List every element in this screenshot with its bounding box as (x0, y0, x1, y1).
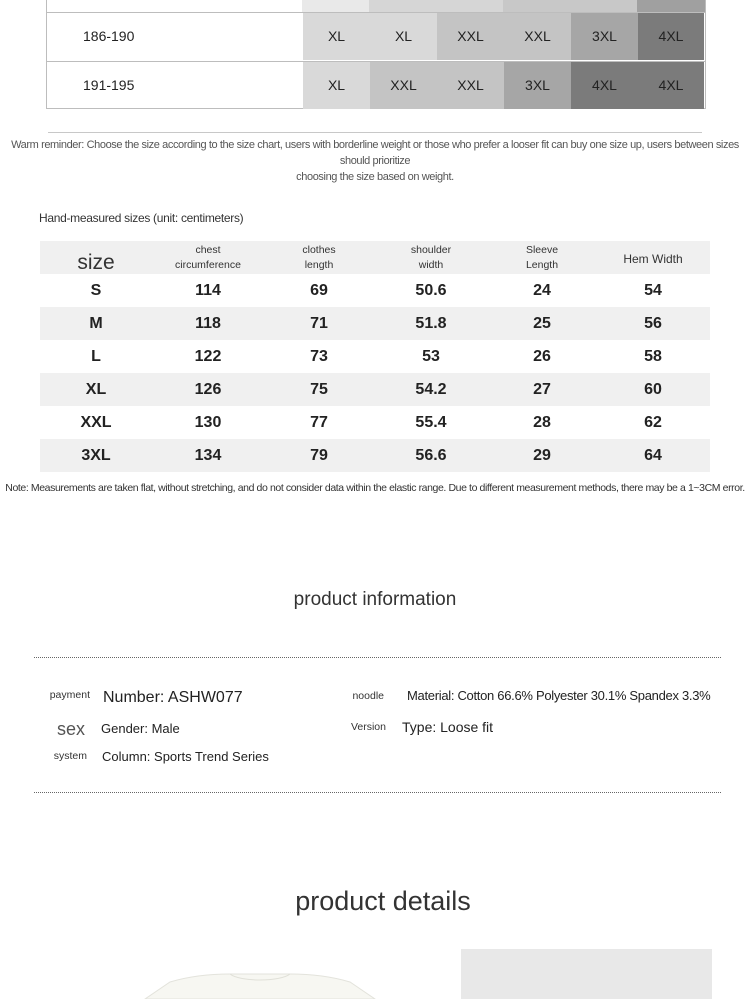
product-gender: Gender: Male (101, 721, 180, 736)
header-sleeve-line1: Sleeve (525, 244, 559, 256)
grid-partial-row (47, 0, 705, 13)
measure-table (40, 241, 710, 472)
grid-partial-cell (570, 0, 637, 12)
size-grid-cell: 4XL (638, 13, 704, 60)
table-row (40, 373, 710, 406)
cell-shoulder: 54.2 (415, 381, 447, 398)
noodle-label: noodle (352, 690, 384, 702)
cell-shoulder: 51.8 (415, 315, 447, 332)
product-type: Type: Loose fit (402, 719, 494, 735)
version-label: Version (350, 721, 386, 733)
cell-shoulder: 50.6 (415, 282, 447, 299)
header-chest (152, 241, 264, 274)
measure-table-header (40, 241, 710, 274)
cell-hem: 60 (644, 381, 662, 398)
warm-reminder (0, 137, 750, 185)
cell-sleeve: 25 (533, 315, 551, 332)
cell-sleeve: 27 (533, 381, 551, 398)
product-material: Material: Cotton 66.6% Polyester 30.1% Spandex 3.3% (407, 688, 711, 703)
dotted-divider-bottom (34, 792, 721, 793)
cell-chest: 114 (195, 282, 221, 299)
header-size: size (77, 251, 115, 274)
cell-length: 69 (310, 282, 328, 299)
grid-partial-cell (503, 0, 570, 12)
grid-partial-cell (369, 0, 436, 12)
cell-chest: 122 (194, 348, 222, 365)
cell-length: 79 (310, 447, 328, 464)
cell-shoulder: 53 (422, 348, 440, 365)
size-grid-cell: XXL (370, 62, 437, 109)
size-grid-row (47, 61, 705, 109)
header-length-line2: length (304, 259, 334, 271)
header-chest-line1: chest (195, 244, 221, 256)
cell-shoulder: 55.4 (415, 414, 447, 431)
size-grid-cell: 3XL (571, 13, 638, 60)
cell-sleeve: 24 (533, 282, 551, 299)
cell-sleeve: 26 (533, 348, 551, 365)
cell-size: XXL (80, 414, 112, 431)
cell-size: M (89, 315, 103, 332)
grid-partial-cell (637, 0, 705, 12)
grid-partial-cell (234, 0, 302, 12)
cell-sleeve: 28 (533, 414, 551, 431)
dotted-divider-top (34, 657, 721, 658)
size-grid-cell: XXL (437, 13, 504, 60)
header-sleeve (488, 241, 596, 274)
table-row (40, 340, 710, 373)
measurement-note: Note: Measurements are taken flat, without stretching, and do not consider data within the elastic range. Due to different measurement methods, there may be a 1~3CM error. (5, 482, 745, 494)
cell-length: 71 (310, 315, 328, 332)
cell-shoulder: 56.6 (415, 447, 447, 464)
table-row (40, 439, 710, 472)
cell-chest: 130 (194, 414, 222, 431)
cell-size: 3XL (81, 447, 111, 464)
garment-image (130, 972, 390, 999)
cell-chest: 134 (194, 447, 222, 464)
payment-label: payment (49, 689, 90, 701)
size-grid-cell: XXL (437, 62, 504, 109)
header-sleeve-line2: Length (525, 259, 559, 271)
product-information-title: product information (293, 589, 457, 610)
reminder-line-2: choosing the size based on weight. (296, 171, 454, 183)
grid-partial-cell (302, 0, 369, 12)
cell-hem: 54 (644, 282, 662, 299)
size-grid-cell: 3XL (504, 62, 571, 109)
size-grid-cell: 4XL (571, 62, 638, 109)
cell-chest: 118 (195, 315, 221, 332)
cell-length: 75 (310, 381, 328, 398)
detail-image-placeholder (461, 949, 712, 999)
cell-hem: 62 (644, 414, 662, 431)
cell-hem: 56 (644, 315, 662, 332)
cell-hem: 64 (644, 447, 662, 464)
measure-table-title: Hand-measured sizes (unit: centimeters) (39, 211, 244, 225)
grid-partial-cell (47, 0, 234, 12)
header-length (264, 241, 374, 274)
cell-length: 77 (310, 414, 328, 431)
size-grid-row (47, 13, 705, 60)
table-row (40, 274, 710, 307)
cell-chest: 126 (194, 381, 222, 398)
grid-partial-cell (436, 0, 503, 12)
product-column: Column: Sports Trend Series (102, 749, 269, 764)
cell-size: S (90, 282, 102, 299)
table-row (40, 307, 710, 340)
height-range-label: 186-190 (83, 28, 135, 44)
header-length-line1: clothes (302, 244, 336, 256)
sex-label: sex (56, 719, 85, 739)
size-grid-cell: XL (303, 62, 370, 109)
height-size-grid (46, 0, 706, 109)
divider (48, 132, 702, 133)
header-shoulder (374, 241, 488, 274)
size-grid-cell: XL (370, 13, 437, 60)
size-grid-cell: XL (303, 13, 370, 60)
height-range-label: 191-195 (83, 77, 135, 93)
header-hem: Hem Width (623, 252, 683, 266)
header-shoulder-line1: shoulder (410, 244, 452, 256)
size-grid-cell: 4XL (638, 62, 704, 109)
header-shoulder-line2: width (418, 259, 444, 271)
reminder-line-1: Warm reminder: Choose the size according to the size chart, users with borderline weight or those who prefer a looser fit can buy one size up, users between sizes should prioritize (11, 139, 739, 167)
product-details-title: product details (295, 886, 471, 916)
cell-sleeve: 29 (533, 447, 551, 464)
cell-size: XL (85, 381, 107, 398)
cell-length: 73 (310, 348, 328, 365)
table-row (40, 406, 710, 439)
size-grid-cell: XXL (504, 13, 571, 60)
product-number: Number: ASHW077 (103, 689, 243, 706)
system-label: system (53, 750, 87, 762)
header-chest-line2: circumference (175, 259, 241, 271)
cell-size: L (91, 348, 101, 365)
cell-hem: 58 (644, 348, 662, 365)
